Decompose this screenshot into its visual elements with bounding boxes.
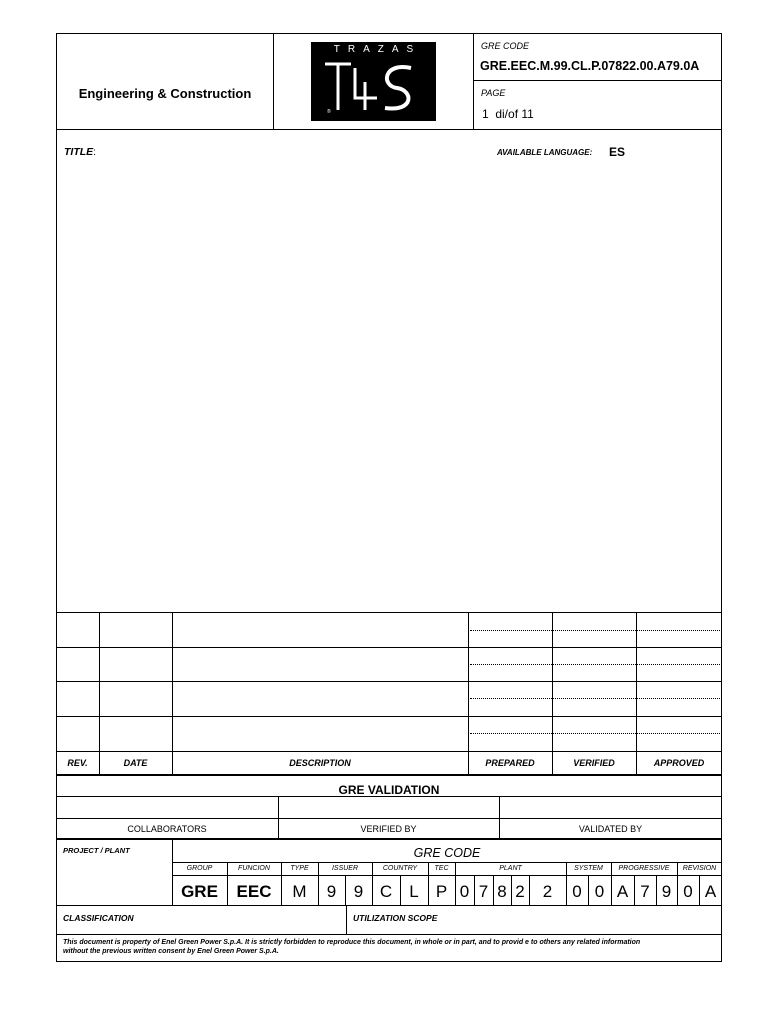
validation-title: GRE VALIDATION	[338, 783, 440, 797]
validation-line-3	[56, 838, 722, 840]
gre-code-block-title: GRE CODE	[413, 846, 481, 860]
project-plant-label: PROJECT / PLANT	[63, 846, 130, 855]
rev-dotted-3	[470, 698, 720, 699]
rev-header-verified: VERIFIED	[573, 758, 615, 768]
header-divider-2	[473, 33, 474, 129]
code-field-revision: REVISION	[682, 865, 717, 872]
code-value-progressive-1: A	[616, 882, 629, 901]
document-frame	[56, 33, 722, 962]
code-value-type: M	[292, 882, 307, 901]
validation-line-2	[56, 818, 722, 819]
rev-dotted-4	[470, 733, 720, 734]
code-value-plant-1: 0	[459, 882, 470, 901]
rev-dotted-2	[470, 664, 720, 665]
header-divider-1	[273, 33, 274, 129]
validated-by-label: VALIDATED BY	[578, 824, 643, 834]
code-value-revision-2: A	[704, 882, 717, 901]
code-fields-top	[172, 862, 722, 863]
code-value-plant-2: 7	[478, 882, 489, 901]
rev-dotted-1	[470, 630, 720, 631]
code-field-group: GROUP	[186, 865, 213, 872]
rev-header-rev: REV.	[67, 758, 88, 768]
code-field-tec: TEC	[434, 865, 449, 872]
title-label	[64, 146, 96, 158]
code-value-system-2: 0	[594, 882, 605, 901]
page-label: PAGE	[481, 88, 506, 98]
code-value-group: GRE	[181, 882, 218, 901]
code-value-country-2: L	[409, 882, 419, 901]
code-value-plant-5: 2	[542, 882, 553, 901]
rev-row-line-3	[56, 716, 722, 717]
collaborators-label: COLLABORATORS	[127, 824, 207, 834]
gre-code-value: GRE.EEC.M.99.CL.P.07822.00.A79.0A	[480, 59, 700, 73]
header-bottom-line	[56, 129, 722, 130]
code-value-system-1: 0	[572, 882, 582, 901]
title-label-text: TITLE	[64, 146, 94, 158]
rev-row-line-4	[56, 751, 722, 752]
rev-header-approved: APPROVED	[653, 758, 705, 768]
verified-by-label: VERIFIED BY	[360, 824, 417, 834]
footer-divider	[346, 905, 347, 934]
utilization-scope-label: UTILIZATION SCOPE	[353, 913, 438, 923]
company-logo	[311, 42, 436, 121]
validation-line-1	[56, 796, 722, 797]
code-value-issuer-1: 9	[326, 882, 337, 901]
code-field-plant: PLANT	[499, 865, 522, 872]
code-fields-bottom	[172, 875, 722, 876]
rev-row-line-2	[56, 681, 722, 682]
rev-table-top	[56, 612, 722, 613]
rev-col-3	[468, 612, 469, 774]
code-field-country: COUNTRY	[382, 865, 418, 872]
page-number: 1 di/of 11	[482, 107, 534, 121]
code-value-progressive-3: 9	[661, 882, 672, 901]
rev-header-date: DATE	[123, 758, 148, 768]
rev-table-bottom	[56, 774, 722, 776]
available-language-value: ES	[609, 145, 626, 159]
code-field-progressive: PROGRESSIVE	[618, 865, 670, 872]
rev-col-5	[636, 612, 637, 774]
rev-col-2	[172, 612, 173, 774]
code-value-issuer-2: 9	[353, 882, 364, 901]
disclaimer-line-1: This document is property of Enel Green Power S.p.A. It is strictly forbidden to reproduce this document, in whole or in part, and to provid e to others any related information	[63, 939, 641, 946]
header-right-split	[473, 80, 722, 81]
disclaimer-line-2: without the previous written consent by Enel Green Power S.p.A.	[63, 948, 279, 955]
rev-col-1	[99, 612, 100, 774]
code-value-progressive-2: 7	[640, 882, 650, 901]
available-language-label: AVAILABLE LANGUAGE:	[497, 148, 593, 157]
gre-code-label: GRE CODE	[481, 41, 530, 51]
rev-header-prepared: PREPARED	[485, 758, 535, 768]
classification-label: CLASSIFICATION	[63, 913, 134, 923]
code-value-plant-3: 8	[497, 882, 507, 901]
rev-row-line-1	[56, 647, 722, 648]
code-field-issuer: ISSUER	[331, 865, 359, 872]
code-value-revision-1: 0	[683, 882, 693, 901]
code-block-bottom	[56, 905, 722, 906]
rev-header-description: DESCRIPTION	[289, 758, 351, 768]
rev-col-4	[552, 612, 553, 774]
footer-line	[56, 934, 722, 935]
company-name: Engineering & Construction	[78, 86, 252, 101]
logo-registered-mark: ®	[327, 109, 331, 115]
code-value-tec: P	[435, 882, 448, 901]
title-label-colon: :	[93, 146, 97, 158]
code-field-system: SYSTEM	[574, 865, 603, 872]
code-field-type: TYPE	[290, 865, 309, 872]
code-value-country-1: C	[379, 882, 393, 901]
code-field-funcion: FUNCION	[238, 865, 270, 872]
code-value-plant-4: 2	[515, 882, 525, 901]
logo-brand-text: TRAZAS	[333, 44, 422, 55]
code-value-funcion: EEC	[236, 882, 272, 901]
